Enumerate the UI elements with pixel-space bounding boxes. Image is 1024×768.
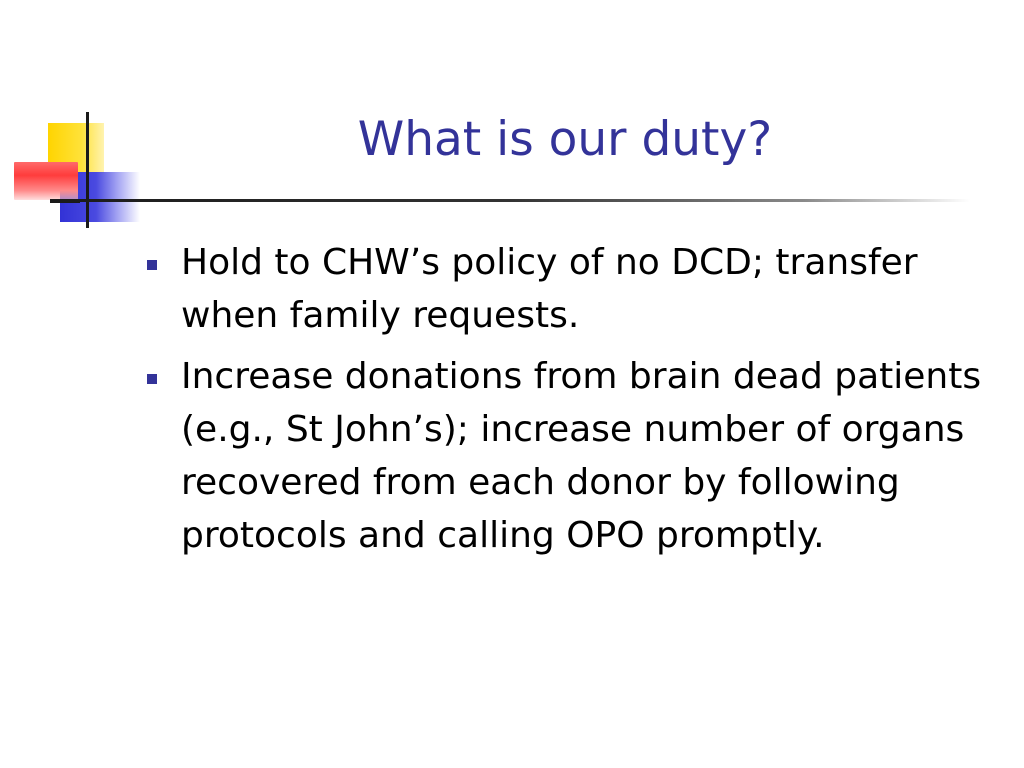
bullet-text: Increase donations from brain dead patients (e.g., St John’s); increase number of organs recovered from each donor by following protocols and calling OPO promptly.	[181, 356, 982, 556]
bullet-item	[144, 236, 1004, 342]
vertical-line	[86, 112, 89, 228]
bullet-item	[144, 350, 1004, 562]
bullet-text: Hold to CHW’s policy of no DCD; transfer when family requests.	[181, 242, 918, 336]
slide-title: What is our duty?	[357, 112, 773, 167]
decorative-logo	[0, 0, 140, 240]
title-underline-rule	[50, 199, 970, 202]
bullet-list	[144, 236, 1004, 570]
bullet-square-icon	[147, 260, 157, 270]
red-square	[14, 162, 78, 200]
bullet-square-icon	[147, 374, 157, 384]
